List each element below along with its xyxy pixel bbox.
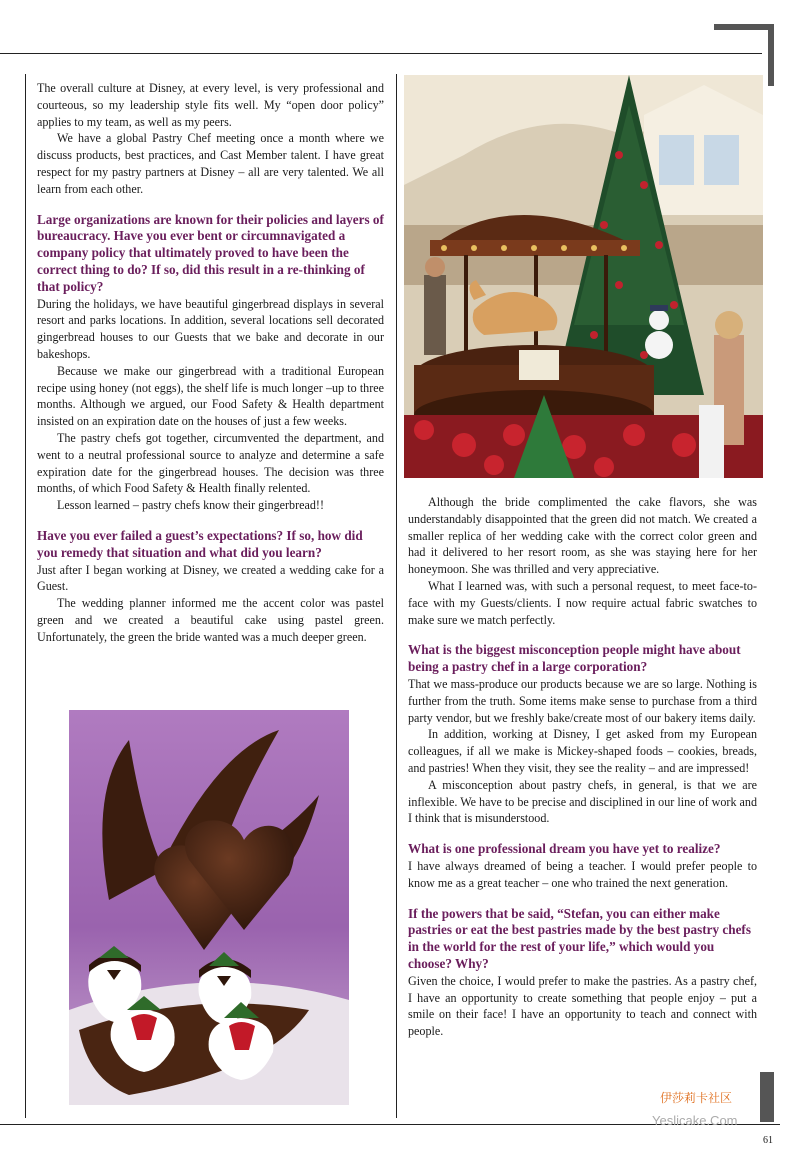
question-heading: Large organizations are known for their policies and layers of bureaucracy. Have you ever bent or circumnavigated a company policy that ultimately proved to have been the correct thing to do? If so, did this result in a re-thinking of that policy? [37, 211, 384, 294]
corner-bracket-bottom-right [760, 1072, 774, 1122]
paragraph: Just after I began working at Disney, we created a wedding cake for a Guest. [37, 562, 384, 594]
paragraph: What I learned was, with such a personal request, to meet face-to-face with my Guests/clients. I now require actual fabric swatches to make sure we match perfectly. [408, 578, 757, 627]
watermark-url: Yeslicake.Com [652, 1113, 738, 1128]
question-heading: If the powers that be said, “Stefan, you can either make pastries or eat the best pastries made by the best pastry chefs in the world for the rest of your life,” which would you choose? Why? [408, 905, 751, 971]
paragraph: During the holidays, we have beautiful gingerbread displays in several resort and parks locations. In addition, several locations sell decorated gingerbread houses to our Guests that we bake and decorate in our bakeshops. [37, 296, 384, 361]
top-rule [0, 53, 762, 54]
paragraph: A misconception about pastry chefs, in general, is that we are inflexible. We have to be precise and disciplined in our line of work and I think that is misunderstood. [408, 777, 757, 826]
paragraph: That we mass-produce our products because we are so large. Nothing is further from the truth. Some items make sense to purchase from a third party vendor, but we freshly bake/create most of our bakery items daily. [408, 676, 757, 725]
paragraph: I have always dreamed of being a teacher. I would prefer people to know me as a great teacher – one who trained the next generation. [408, 858, 757, 890]
paragraph: Given the choice, I would prefer to make the pastries. As a pastry chef, I have an opportunity to create something that people enjoy – put a smile on their face! I have an opportunity to teach and connect with people. [408, 973, 757, 1039]
paragraph: We have a global Pastry Chef meeting once a month where we discuss products, best practices, and Cast Member talent. I have great respect for my pastry partners at Disney – all are very talented. We all learn from each other. [37, 131, 384, 196]
paragraph: Because we make our gingerbread with a traditional European recipe using honey (not eggs), the shelf life is much longer –up to three months. Although we argued, our Food Safety & Health department insisted on an expiration date on the houses of just a few weeks. [37, 363, 384, 429]
watermark-chinese: 伊莎莉卡社区 [660, 1091, 733, 1105]
paragraph: The pastry chefs got together, circumvented the department, and went to a neutral professional source to analyze and determine a safe expiration date for the gingerbread houses. The decision was three months, of which Food Safety & Health finally relented. [37, 430, 384, 496]
paragraph: The wedding planner informed me the accent color was pastel green and we created a beautiful cake using pastel green. Unfortunately, the green the bride wanted was a much deeper green. [37, 596, 384, 644]
paragraph: Although the bride complimented the cake flavors, she was understandably disappointed that the green did not match. We created a smaller replica of her wedding cake with the correct color green and had it delivered to her resort room, as she was staying here for her honeymoon. She was thrilled and very appreciative. [408, 495, 757, 577]
chocolate-hearts-photo [69, 710, 349, 1105]
left-column-text [37, 80, 384, 646]
question-heading: Have you ever failed a guest’s expectations? If so, how did you remedy that situation and what did you learn? [37, 527, 363, 560]
left-margin-line [25, 74, 26, 1118]
right-column-text [408, 494, 757, 1040]
paragraph: Lesson learned – pastry chefs know their gingerbread!! [57, 498, 324, 513]
question-heading: What is one professional dream you have yet to realize? [408, 841, 721, 857]
page-number: 61 [763, 1135, 773, 1146]
gingerbread-carousel-photo [404, 75, 763, 478]
column-divider [396, 74, 397, 1118]
paragraph: The overall culture at Disney, at every level, is very professional and courteous, so my leadership style fits well. My “open door policy” applies to my team, as well as my peers. [37, 81, 384, 129]
question-heading: What is the biggest misconception people might have about being a pastry chef in a large corporation? [408, 642, 741, 675]
paragraph: In addition, working at Disney, I get asked from my European colleagues, if all we make is Mickey-shaped foods – cookies, breads, and pastries! When they visit, they see the reality – and are impressed! [408, 727, 757, 775]
